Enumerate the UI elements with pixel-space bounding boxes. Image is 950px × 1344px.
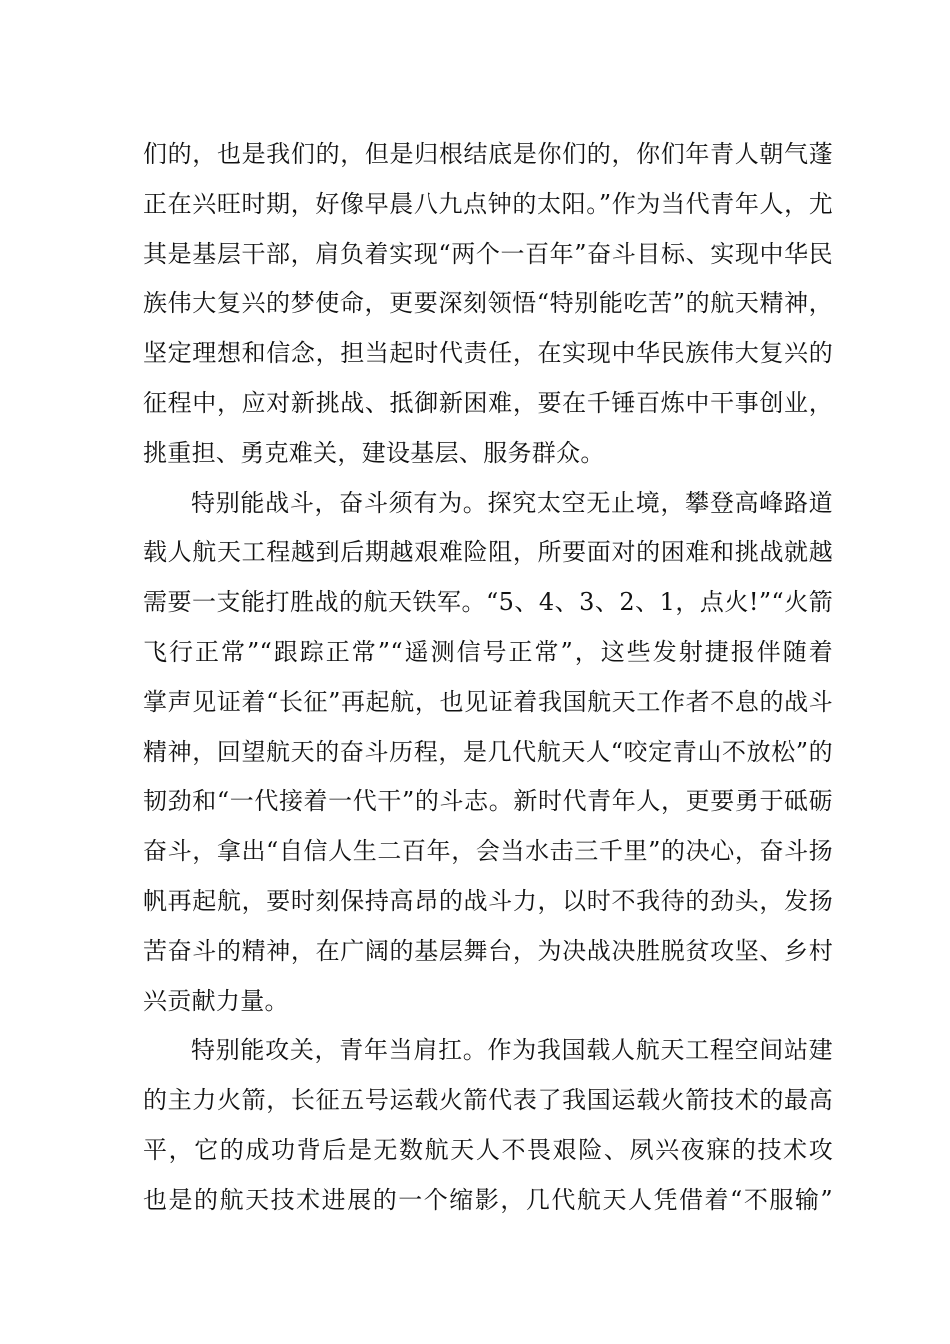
text-line: 特别能攻关，青年当肩扛。作为我国载人航天工程空间站建: [191, 1036, 833, 1065]
text-line: 掌声见证着“长征”再起航，也见证着我国航天工作者不息的战斗: [143, 687, 833, 716]
text-line: 飞行正常”“跟踪正常”“遥测信号正常”，这些发射捷报伴随着: [143, 637, 833, 666]
text-line: 族伟大复兴的梦使命，更要深刻领悟“特别能吃苦”的航天精神，: [143, 289, 833, 318]
text-line: 们的，也是我们的，但是归根结底是你们的，你们年青人朝气蓬: [143, 140, 833, 168]
text-line: 其是基层干部，肩负着实现“两个一百年”奋斗目标、实现中华民: [143, 239, 833, 268]
paragraph-2: [143, 479, 833, 1027]
body-text: [143, 130, 833, 1226]
text-line: 苦奋斗的精神，在广阔的基层舞台，为决战决胜脱贫攻坚、乡村: [143, 936, 833, 965]
text-line: 奋斗，拿出“自信人生二百年，会当水击三千里”的决心，奋斗扬: [143, 837, 833, 866]
text-line: 的主力火箭，长征五号运载火箭代表了我国运载火箭技术的最高: [143, 1086, 833, 1115]
text-line: 正在兴旺时期，好像早晨八九点钟的太阳。”作为当代青年人，尤: [143, 189, 833, 218]
text-line: 挑重担、勇克难关，建设基层、服务群众。: [143, 438, 605, 467]
text-line: 需要一支能打胜战的航天铁军。“5、4、3、2、1，点火!”“火箭: [143, 588, 833, 617]
text-line: 韧劲和“一代接着一代干”的斗志。新时代青年人，更要勇于砥砺: [143, 787, 833, 816]
text-line: 精神，回望航天的奋斗历程，是几代航天人“咬定青山不放松”的: [143, 737, 833, 766]
text-line: 坚定理想和信念，担当起时代责任，在实现中华民族伟大复兴的: [143, 339, 833, 368]
text-line: 特别能战斗，奋斗须有为。探究太空无止境，攀登高峰路道: [191, 488, 833, 517]
paragraph-1: [143, 130, 833, 479]
paragraph-3: [143, 1026, 833, 1225]
text-line: 征程中，应对新挑战、抵御新困难，要在千锤百炼中干事创业，: [143, 388, 833, 417]
text-line: 也是的航天技术进展的一个缩影，几代航天人凭借着“不服输”: [143, 1185, 833, 1214]
text-line: 载人航天工程越到后期越艰难险阻，所要面对的困难和挑战就越: [143, 538, 833, 567]
text-line: 平，它的成功背后是无数航天人不畏艰险、夙兴夜寐的技术攻: [143, 1135, 833, 1164]
text-line: 帆再起航，要时刻保持高昂的战斗力，以时不我待的劲头，发扬: [143, 886, 833, 915]
text-line: 兴贡献力量。: [143, 986, 289, 1015]
